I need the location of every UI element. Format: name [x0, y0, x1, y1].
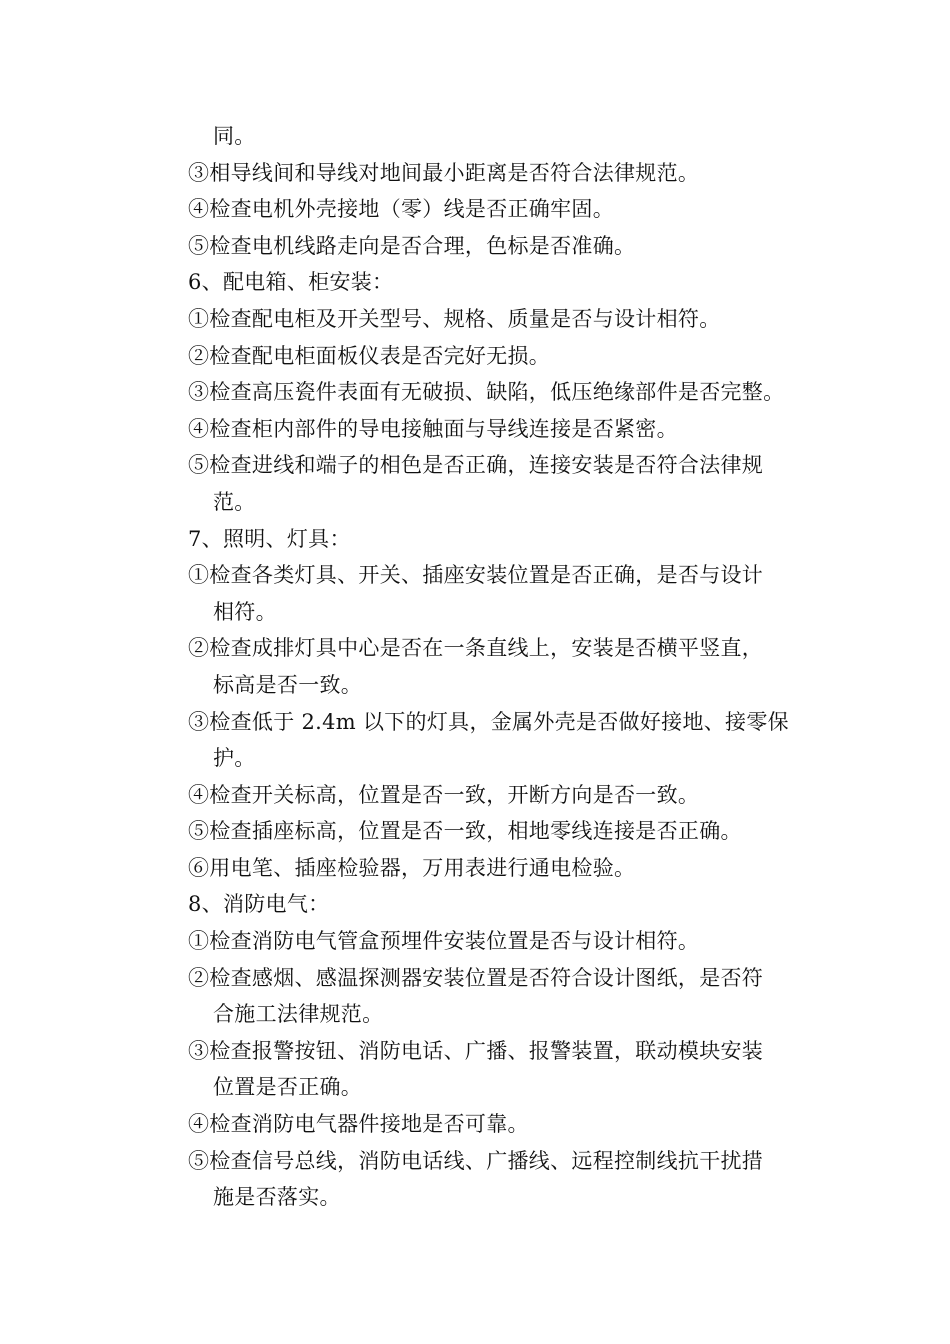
section-heading: 8、消防电气： [188, 892, 330, 917]
section-heading: 6、配电箱、柜安装： [188, 270, 394, 295]
text-line: ⑤检查进线和端子的相色是否正确，连接安装是否符合法律规 [188, 453, 764, 478]
text-line: ②检查感烟、感温探测器安装位置是否符合设计图纸，是否符 [188, 965, 764, 990]
text-line: ②检查成排灯具中心是否在一条直线上，安装是否横平竖直， [188, 636, 764, 661]
document-page [0, 118, 950, 1216]
text-line: ④检查柜内部件的导电接触面与导线连接是否紧密。 [188, 416, 678, 441]
text-line: 同。 [213, 124, 256, 148]
text-line: ④检查电机外壳接地（零）线是否正确牢固。 [188, 197, 614, 222]
text-line: ①检查消防电气管盒预埋件安装位置是否与设计相符。 [188, 929, 700, 954]
text-line: 合施工法律规范。 [213, 1002, 384, 1027]
text-line: ③检查低于 2.4m 以下的灯具，金属外壳是否做好接地、接零保 [188, 709, 789, 734]
text-line: 施是否落实。 [213, 1185, 341, 1210]
text-line: ⑤检查电机线路走向是否合理，色标是否准确。 [188, 233, 636, 258]
text-line: 范。 [213, 489, 256, 514]
text-line: ⑤检查插座标高，位置是否一致，相地零线连接是否正确。 [188, 819, 742, 844]
text-line: ③相导线间和导线对地间最小距离是否符合法律规范。 [188, 160, 700, 185]
section-heading: 7、照明、灯具： [188, 526, 351, 551]
text-line: 护。 [213, 746, 256, 771]
text-line: ①检查各类灯具、开关、插座安装位置是否正确，是否与设计 [188, 563, 764, 588]
text-line: ③检查高压瓷件表面有无破损、缺陷，低压绝缘部件是否完整。 [188, 380, 785, 405]
text-line: ④检查开关标高，位置是否一致，开断方向是否一致。 [188, 782, 700, 807]
text-line: ①检查配电柜及开关型号、规格、质量是否与设计相符。 [188, 306, 721, 331]
text-line: ⑥用电笔、插座检验器，万用表进行通电检验。 [188, 855, 636, 880]
text-line: 位置是否正确。 [213, 1075, 363, 1100]
text-line: ③检查报警按钮、消防电话、广播、报警装置，联动模块安装 [188, 1038, 764, 1063]
text-line: 标高是否一致。 [213, 672, 363, 697]
text-line: ②检查配电柜面板仪表是否完好无损。 [188, 343, 551, 368]
text-line: ④检查消防电气器件接地是否可靠。 [188, 1112, 529, 1137]
text-line: ⑤检查信号总线，消防电话线、广播线、远程控制线抗干扰措 [188, 1148, 764, 1173]
text-line: 相符。 [213, 599, 277, 624]
